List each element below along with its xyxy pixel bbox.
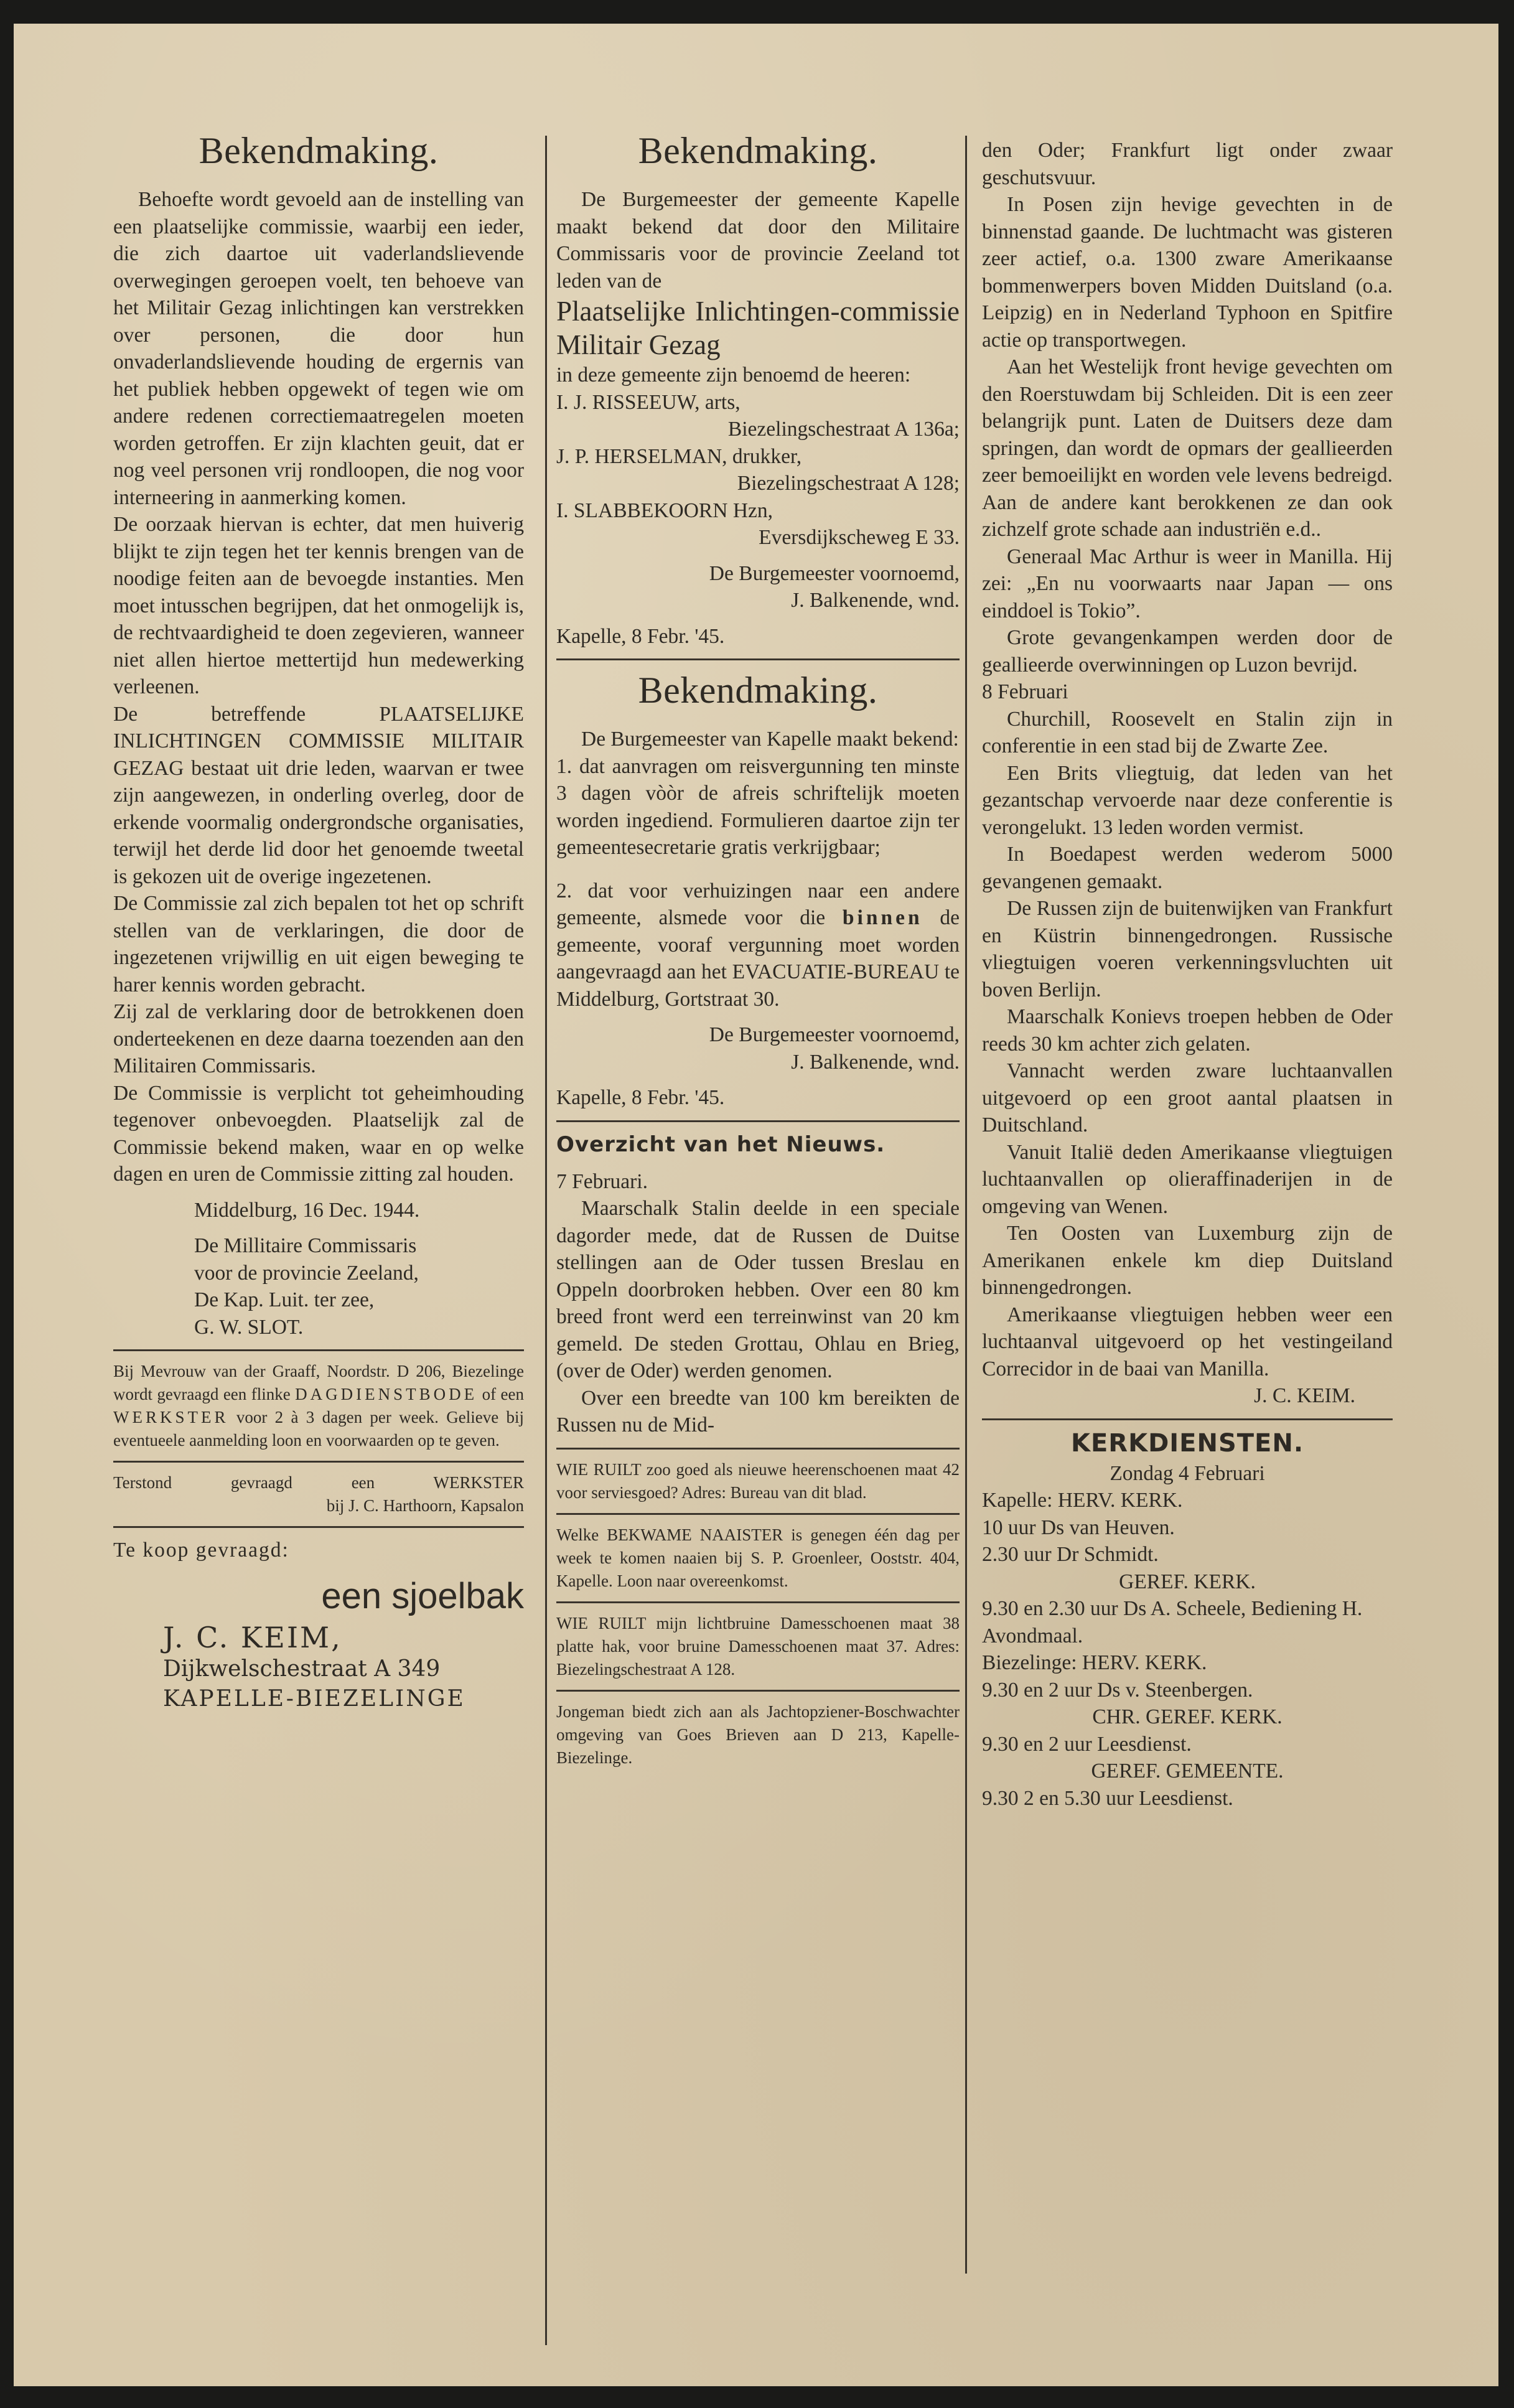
classified-ad: Jongeman biedt zich aan als Jachtopziener-Boschwachter omgeving van Goes Brieven aan D 213, Kapelle-Biezelinge.: [556, 1702, 960, 1767]
newspaper-page: [14, 24, 1498, 2386]
church-line: 9.30 en 2 uur Ds v. Steenbergen.: [982, 1678, 1253, 1702]
news-paragraph: Vannacht werden zware luchtaanvallen uitgevoerd op een groot aantal plaatsen in Duitschland.: [982, 1059, 1393, 1136]
church-line: 9.30 2 en 5.30 uur Leesdienst.: [982, 1786, 1233, 1810]
classified-ad-cleaner-line2: bij J. C. Harthoorn, Kapsalon: [326, 1496, 524, 1515]
notice-paragraph: De betreffende PLAATSELIJKE INLICHTINGEN COMMISSIE MILITAIR GEZAG bestaat uit drie leden, waarvan er twee zijn aangewezen, in onderling overleg, door de erkende voormalig ondergrondsche organisaties, terwijl het derde lid door het genoemde tweetal is gekozen uit de overige ingezetenen.: [113, 702, 524, 888]
news-paragraph: Amerikaanse vliegtuigen hebben weer een luchtaanval uitgevoerd op het vestingeiland Correcidor in de baai van Manilla.: [982, 1303, 1393, 1380]
notice2-intro: De Burgemeester van Kapelle maakt bekend:: [581, 728, 959, 751]
church-line: Biezelinge: HERV. KERK.: [982, 1651, 1207, 1674]
church-heading: GEREF. KERK.: [1119, 1570, 1256, 1593]
church-date: Zondag 4 Februari: [1110, 1461, 1265, 1485]
classified-ad: WIE RUILT mijn lichtbruine Damesschoenen maat 38 platte hak, voor bruine Damesschoenen maat 37. Adres: Biezelingschestraat A 128.: [556, 1613, 960, 1679]
member-name: J. P. HERSELMAN, drukker,: [556, 444, 802, 468]
notice-paragraph: Zij zal de verklaring door de betrokkenen doen onderteekenen en deze daarna toezenden aan den Militairen Commissaris.: [113, 1000, 524, 1077]
news-paragraph: Vanuit Italië deden Amerikaanse vliegtuigen luchtaanvallen op olieraffinaderijen in de omgeving van Wenen.: [982, 1140, 1393, 1218]
notice2-signature-line: De Burgemeester voornoemd,: [709, 1023, 960, 1046]
church-heading: GEREF. GEMEENTE.: [1091, 1759, 1284, 1783]
notice-paragraph: De Commissie is verplicht tot geheimhouding tegenover onbevoegden. Plaatselijk zal de Commissie bekend maken, waar en op welke dagen en uren de Commissie zitting zal houden.: [113, 1081, 524, 1186]
news-paragraph: Een Brits vliegtuig, dat leden van het gezantschap vervoerde naar deze conferentie is verongelukt. 13 leden worden vermist.: [982, 761, 1393, 839]
news-paragraph: Ten Oosten van Luxemburg zijn de Amerikanen enkele km diep Duitsland binnengedrongen.: [982, 1222, 1393, 1299]
divider: [113, 1461, 524, 1463]
member-name: I. J. RISSEEUW, arts,: [556, 390, 741, 414]
divider: [556, 1120, 960, 1122]
column-3: [982, 137, 1393, 1812]
news-date: 8 Februari: [982, 680, 1068, 703]
wanted-contact-name: J. C. KEIM,: [163, 1620, 342, 1654]
notice1-intro: De Burgemeester der gemeente Kapelle maakt bekend dat door den Militaire Commissaris voor de provincie Zeeland tot leden van de: [556, 188, 960, 293]
member-address: Biezelingschestraat A 136a;: [727, 418, 960, 441]
notice-paragraph: Behoefte wordt gevoeld aan de instelling van een plaatselijke commissie, waarbij een ieder, die zich daartoe uit vaderlandslievende overwegingen geroepen voelt, ten behoeve van het Militair Gezag inlichtingen kan verstrekken over personen, die door hun onvaderlandslievende houding de ergernis van het publiek hebben opgewekt of tegen wie om andere redenen correctiemaatregelen moeten worden getroffen. Er zijn klachten geuit, dat er nog veel personen vrij rondloopen, die nog voor interneering in aanmerking komen.: [113, 188, 524, 509]
divider: [556, 658, 960, 660]
notice-signature-line: voor de provincie Zeeland,: [194, 1261, 419, 1285]
divider: [556, 1448, 960, 1450]
notice-place-date: Middelburg, 16 Dec. 1944.: [194, 1198, 420, 1222]
notice-title: Bekendmaking.: [199, 130, 439, 171]
wanted-contact-street: Dijkwelschestraat A 349: [163, 1656, 441, 1682]
news-paragraph: Maarschalk Konievs troepen hebben de Oder reeds 30 km achter zich gelaten.: [982, 1005, 1393, 1056]
notice2-signature-name: J. Balkenende, wnd.: [791, 1050, 960, 1074]
column-2: [556, 129, 960, 1769]
notice-paragraph: De Commissie zal zich bepalen tot het op schrift stellen van de verklaringen, die door de ingezetenen vrijwillig en uit eigen beweging te harer kennis worden gebracht.: [113, 892, 524, 996]
notice-signature-line: De Millitaire Commissaris: [194, 1234, 417, 1257]
news-paragraph: In Boedapest werden wederom 5000 gevangenen gemaakt.: [982, 843, 1393, 893]
column-rule-2: [965, 136, 967, 2274]
notice1-committee: Plaatselijke Inlichtingen-commissie Militair Gezag: [556, 296, 960, 360]
member-address: Biezelingschestraat A 128;: [737, 472, 960, 495]
news-paragraph: Maarschalk Stalin deelde in een speciale dagorder mede, dat de Russen de Duitse stellingen aan de Oder tussen Breslau en Oppeln doorbroken hebben. Over een 80 km breed front werd een terreinwinst van 20 km gemeld. De steden Grottau, Ohlau en Brieg, (over de Oder) werden genomen.: [556, 1197, 960, 1382]
divider: [113, 1349, 524, 1351]
news-paragraph: Over een breedte van 100 km bereikten de Russen nu de Mid-: [556, 1386, 960, 1436]
news-title: Overzicht van het Nieuws.: [556, 1131, 886, 1157]
notice2-item-1: 1. dat aanvragen om reisvergunning ten minste 3 dagen vòòr de afreis schriftelijk moeten worden ingediend. Formulieren daartoe zijn ter gemeentesecretarie gratis verkrijgbaar;: [556, 754, 960, 859]
divider: [982, 1418, 1393, 1420]
classified-ad-maid: Bij Mevrouw van der Graaff, Noordstr. D 206, Biezelinge wordt gevraagd een flinke DAGDIENSTBODE of een WERKSTER voor 2 à 3 dagen per week. Gelieve bij eventueele aanmelding loon en voorwaarden op te geven.: [113, 1362, 525, 1450]
church-heading: CHR. GEREF. KERK.: [1092, 1705, 1283, 1728]
notice-signature-line: De Kap. Luit. ter zee,: [194, 1288, 375, 1311]
column-1: [113, 129, 524, 1714]
news-paragraph: Churchill, Roosevelt en Stalin zijn in conferentie in een stad bij de Zwarte Zee.: [982, 707, 1393, 757]
church-line: Kapelle: HERV. KERK.: [982, 1489, 1183, 1512]
news-date: 7 Februari.: [556, 1169, 648, 1193]
notice-paragraph: De oorzaak hiervan is echter, dat men huiverig blijkt te zijn tegen het ter kennis brengen van de noodige feiten aan de bevoegde instanties. Men moet intusschen begrijpen, dat het onmogelijk is, de rechtvaardigheid te doen zegevieren, wanneer niet allen hiertoe mettertijd hun medewerking verleenen.: [113, 513, 524, 698]
wanted-contact-town: KAPELLE-BIEZELINGE: [163, 1685, 465, 1712]
divider: [556, 1690, 960, 1692]
news-paragraph: De Russen zijn de buitenwijken van Frankfurt en Küstrin binnengedrongen. Russische vliegtuigen voeren verkenningsvluchten uit boven Berlijn.: [982, 897, 1393, 1001]
news-paragraph: Grote gevangenkampen werden door de geallieerde overwinningen op Luzon bevrijd.: [982, 626, 1393, 677]
member-name: I. SLABBEKOORN Hzn,: [556, 499, 773, 522]
classified-ad: WIE RUILT zoo goed als nieuwe heerenschoenen maat 42 voor serviesgoed? Adres: Bureau van dit blad.: [556, 1459, 960, 1502]
news-paragraph: Generaal Mac Arthur is weer in Manilla. Hij zei: „En nu voorwaarts naar Japan — ons einddoel is Tokio”.: [982, 545, 1393, 622]
notice1-place-date: Kapelle, 8 Febr. '45.: [556, 624, 725, 648]
church-line: 9.30 en 2.30 uur Ds A. Scheele, Bediening H. Avondmaal.: [982, 1597, 1363, 1647]
wanted-intro: Te koop gevraagd:: [113, 1539, 289, 1562]
divider: [556, 1513, 960, 1515]
wanted-item: een sjoelbak: [321, 1575, 524, 1616]
church-line: 10 uur Ds van Heuven.: [982, 1516, 1175, 1539]
notice1-after: in deze gemeente zijn benoemd de heeren:: [556, 363, 911, 386]
notice1-signature-name: J. Balkenende, wnd.: [791, 589, 960, 612]
column-rule-1: [545, 136, 547, 2345]
news-paragraph: Aan het Westelijk front hevige gevechten om den Roerstuwdam bij Schleiden. Dit is een zeer belangrijk punt. Laten de Duitsers deze dam springen, dan wordt de opmars der geallieerden zeer bemoeilijkt en worden vele levens bedreigd. Aan de andere kant berokkenen ze dan ook zichzelf grote schade aan industriën e.d..: [982, 355, 1393, 541]
divider: [556, 1601, 960, 1603]
news-paragraph: In Posen zijn hevige gevechten in de binnenstad gaande. De luchtmacht was gisteren zeer actief, o.a. 1300 zware Amerikaanse bommenwerpers boven Midden Duitsland (o.a. Leipzig) en in Nederland Typhoon en Spitfire actie op transportwegen.: [982, 193, 1393, 352]
notice2-place-date: Kapelle, 8 Febr. '45.: [556, 1086, 725, 1109]
notice2-title: Bekendmaking.: [638, 670, 878, 711]
classified-ad-cleaner-line1: Terstond gevraagd een WERKSTER: [113, 1473, 524, 1492]
notice1-signature-line: De Burgemeester voornoemd,: [709, 561, 960, 585]
church-title: KERKDIENSTEN.: [1070, 1428, 1304, 1458]
notice1-title: Bekendmaking.: [638, 130, 878, 171]
news-paragraph: den Oder; Frankfurt ligt onder zwaar geschutsvuur.: [982, 139, 1393, 189]
member-address: Eversdijkscheweg E 33.: [759, 526, 960, 549]
notice-signature-name: G. W. SLOT.: [194, 1315, 304, 1339]
divider: [113, 1526, 524, 1528]
news-author: J. C. KEIM.: [1254, 1384, 1355, 1407]
classified-ad: Welke BEKWAME NAAISTER is genegen één dag per week te komen naaien bij S. P. Groenleer, Ooststr. 404, Kapelle. Loon naar overeenkomst.: [556, 1525, 960, 1590]
church-line: 2.30 uur Dr Schmidt.: [982, 1543, 1159, 1566]
notice2-item-2: 2. dat voor verhuizingen naar een andere gemeente, alsmede voor die binnen de gemeente, vooraf vergunning moet worden aangevraagd aan het EVACUATIE-BUREAU te Middelburg, Gortstraat 30.: [556, 879, 960, 1011]
church-line: 9.30 en 2 uur Leesdienst.: [982, 1732, 1192, 1756]
